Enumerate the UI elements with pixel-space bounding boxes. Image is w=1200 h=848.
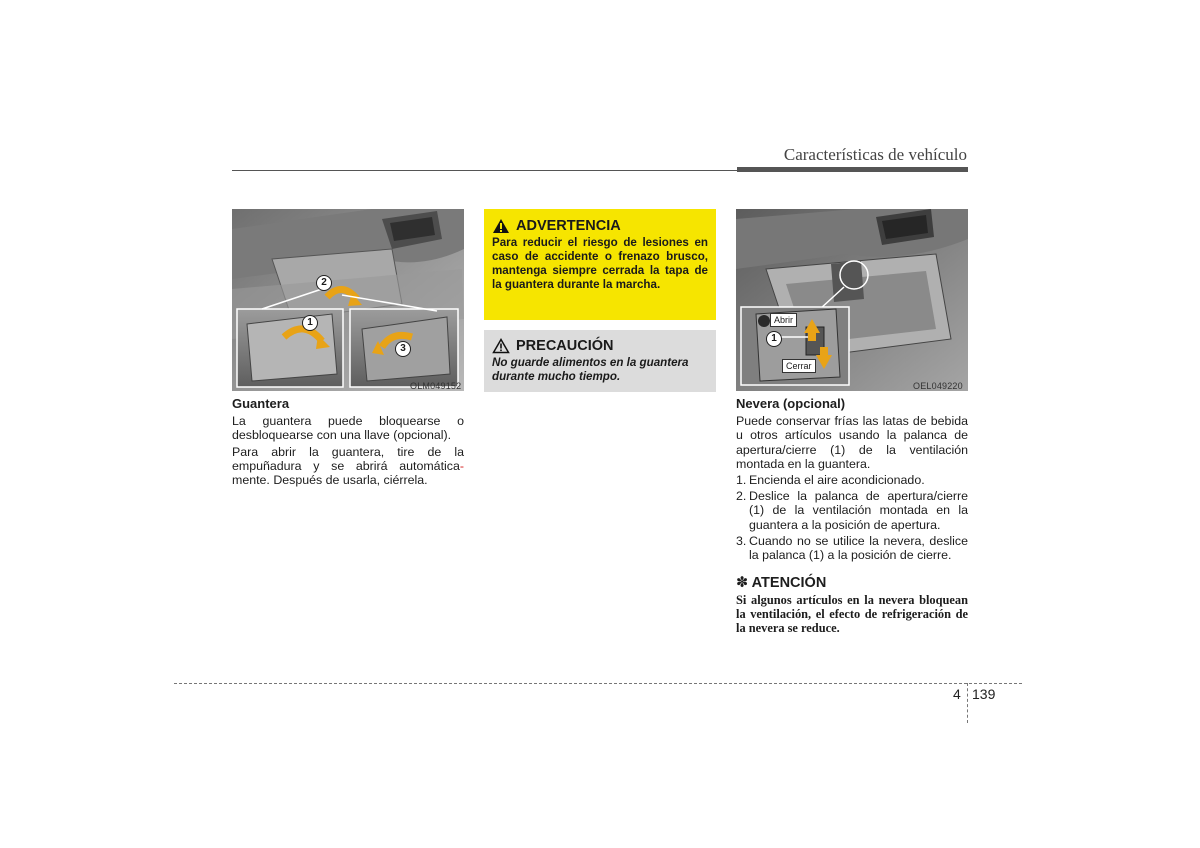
chapter-number: 4	[953, 686, 961, 702]
section-title: Nevera (opcional)	[736, 396, 846, 411]
warning-triangle-icon	[492, 218, 510, 234]
paragraph: Puede conservar frías las latas de bebida u otros artículos usando la palanca de apertura/cierre (1) de la ventilación montada en la guantera.	[736, 414, 968, 471]
figure-code: OEL049220	[913, 381, 963, 391]
caution-box	[484, 330, 716, 392]
paragraph-text: Para abrir la guantera, tire de la empuñadura y se abrirá automática	[232, 444, 464, 473]
attention-title: ATENCIÓN	[751, 575, 827, 592]
header-rule-accent	[737, 167, 968, 172]
warning-box	[484, 209, 716, 320]
caution-header	[492, 338, 708, 354]
paragraph: La guantera puede bloquearse o desbloquearse con una llave (opcional).	[232, 414, 464, 443]
list-number: 1.	[736, 473, 747, 488]
warning-text: Para reducir el riesgo de lesiones en caso de accidente o frenazo brusco, mantenga siempre cerrada la tapa de la guantera durante la marcha.	[492, 236, 708, 291]
glovebox-section	[232, 397, 464, 489]
attention-header	[736, 576, 968, 590]
callout-badge: 2	[316, 275, 332, 291]
cooler-section	[736, 397, 968, 635]
callout-badge: 1	[302, 315, 318, 331]
glovebox-illustration	[232, 209, 464, 391]
cooler-figure	[736, 209, 968, 391]
caution-triangle-icon	[492, 338, 510, 354]
list-item	[736, 489, 968, 532]
list-item	[736, 534, 968, 562]
list-text: Cuando no se utilice la nevera, deslice la palanca (1) a la posición de cierre.	[749, 533, 968, 563]
warning-header	[492, 218, 708, 234]
footer-rule	[174, 683, 1022, 684]
page-number: 139	[972, 686, 996, 702]
caution-title: PRECAUCIÓN	[516, 338, 614, 354]
attention-text: Si algunos artículos en la nevera bloquean la ventilación, el efecto de refrigeración de la nevera se reduce.	[736, 593, 968, 636]
list-item	[736, 473, 968, 487]
close-label: Cerrar	[782, 359, 816, 373]
list-text: Deslice la palanca de apertura/cierre (1) de la ventilación montada en la guantera a la posición de apertura.	[749, 489, 968, 532]
running-header-title: Características de vehículo	[783, 145, 967, 164]
steps-list	[736, 473, 968, 562]
footer-divider	[967, 683, 968, 723]
list-number: 3.	[736, 533, 747, 548]
asterisk-icon: ✽	[736, 575, 749, 592]
cooler-illustration	[736, 209, 968, 391]
open-label: Abrir	[770, 313, 797, 327]
warning-title: ADVERTENCIA	[516, 218, 621, 234]
list-text: Encienda el aire acondicionado.	[749, 473, 925, 488]
header-rule	[232, 170, 737, 171]
list-number: 2.	[736, 489, 747, 504]
figure-code: OLM049152	[410, 381, 462, 391]
section-title: Guantera	[232, 396, 290, 411]
caution-text: No guarde alimentos en la guantera durante mucho tiempo.	[492, 356, 689, 383]
callout-badge: 3	[395, 341, 411, 357]
glovebox-figure	[232, 209, 464, 391]
hyphen: -	[459, 458, 464, 473]
callout-badge: 1	[766, 331, 782, 347]
paragraph	[232, 445, 464, 488]
paragraph-text: mente. Después de usarla, ciérrela.	[232, 473, 428, 488]
